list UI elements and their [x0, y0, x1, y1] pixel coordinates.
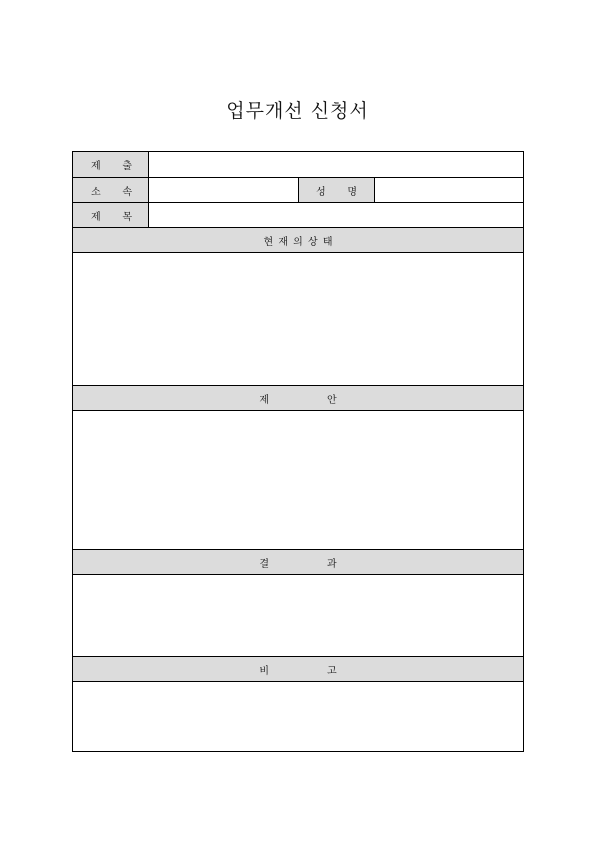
- remarks-label-b: 고: [327, 665, 337, 677]
- submit-field[interactable]: [149, 152, 523, 177]
- grid-line: [73, 410, 523, 411]
- subject-label-b: 목: [122, 211, 132, 223]
- affiliation-field[interactable]: [149, 178, 298, 202]
- current-state-header: 현 재 의 상 태: [73, 228, 523, 252]
- subject-field[interactable]: [149, 203, 523, 227]
- result-body[interactable]: [73, 575, 523, 656]
- submit-label: [73, 152, 148, 177]
- affiliation-label: [73, 178, 148, 202]
- name-label: [299, 178, 374, 202]
- proposal-label-a: 제: [259, 394, 269, 406]
- application-form: [72, 151, 524, 752]
- remarks-body[interactable]: [73, 682, 523, 751]
- result-label-a: 결: [259, 558, 269, 570]
- grid-line: [73, 549, 523, 550]
- page-title: 업무개선 신청서: [226, 100, 369, 122]
- subject-label-a: 제: [91, 211, 101, 223]
- remarks-header: [73, 657, 523, 681]
- grid-line: [73, 681, 523, 682]
- submit-label-b: 출: [122, 161, 132, 172]
- submit-label-a: 제: [91, 161, 101, 172]
- affiliation-label-a: 소: [91, 186, 101, 198]
- grid-line: [73, 202, 523, 203]
- grid-line: [73, 227, 523, 228]
- proposal-label-b: 안: [327, 394, 337, 406]
- result-label-b: 과: [327, 558, 337, 570]
- name-label-a: 성: [316, 186, 326, 198]
- result-header: [73, 550, 523, 574]
- name-label-b: 명: [347, 186, 357, 198]
- current-state-body[interactable]: [73, 253, 523, 385]
- grid-line: [73, 574, 523, 575]
- subject-label: [73, 203, 148, 227]
- grid-line: [73, 252, 523, 253]
- affiliation-label-b: 속: [122, 186, 132, 198]
- grid-line: [73, 385, 523, 386]
- remarks-label-a: 비: [259, 665, 269, 677]
- grid-line: [148, 152, 149, 227]
- name-field[interactable]: [375, 178, 523, 202]
- grid-line: [73, 656, 523, 657]
- grid-line: [374, 177, 375, 202]
- proposal-header: [73, 386, 523, 410]
- grid-line: [298, 177, 299, 202]
- proposal-body[interactable]: [73, 411, 523, 549]
